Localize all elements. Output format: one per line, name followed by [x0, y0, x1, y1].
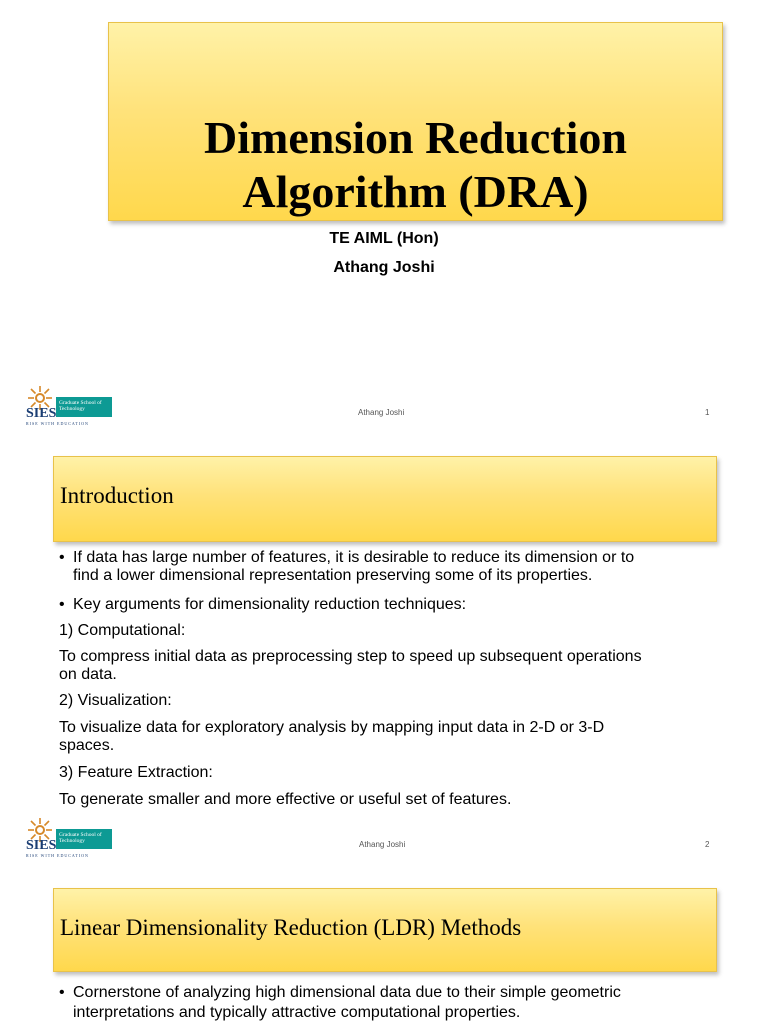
footer-author: Athang Joshi [358, 408, 405, 417]
item-1: 1) Computational: [59, 622, 186, 639]
item-3-desc: To generate smaller and more effective or useful set of features. [59, 791, 512, 808]
logo-school-line2: Technology [59, 838, 85, 844]
logo-tagline: RISE WITH EDUCATION [26, 853, 89, 858]
author: Athang Joshi [333, 259, 435, 276]
slide-3 [0, 860, 768, 1024]
logo-school-line2: Technology [59, 406, 85, 412]
heading-banner [53, 888, 717, 972]
footer-author: Athang Joshi [359, 840, 406, 849]
logo-school-line1: Graduate School of [59, 832, 102, 838]
logo-school-line1: Graduate School of [59, 400, 102, 406]
section-heading: Introduction [60, 483, 174, 508]
item-2-desc-line-2: spaces. [59, 737, 115, 754]
section-heading: Linear Dimensionality Reduction (LDR) Methods [60, 915, 522, 940]
heading-banner [53, 456, 717, 542]
subtitle: TE AIML (Hon) [329, 230, 439, 247]
logo-school-box [56, 397, 112, 417]
slide-title-line1: Dimension Reduction [204, 112, 627, 163]
logo-text: SIES [26, 838, 57, 853]
sies-logo [26, 816, 118, 864]
bullet-1-line-1: • If data has large number of features, it is desirable to reduce its dimension or to [73, 549, 634, 567]
item-2-desc-line-1: To visualize data for exploratory analysis by mapping input data in 2-D or 3-D [59, 719, 605, 736]
bullet-1-line-1: • Cornerstone of analyzing high dimensional data due to their simple geometric [73, 984, 621, 1002]
item-1-desc-line-1: To compress initial data as preprocessing step to speed up subsequent operations [59, 648, 642, 665]
title-banner [108, 22, 723, 221]
page-number: 2 [705, 840, 710, 849]
logo-text: SIES [26, 406, 57, 421]
item-2: 2) Visualization: [59, 692, 172, 709]
bullet-1-line-2: interpretations and typically attractive computational properties. [73, 1004, 521, 1021]
page-number: 1 [705, 408, 710, 417]
slide-1 [0, 0, 768, 430]
item-1-desc-line-2: on data. [59, 666, 117, 683]
slide-2 [0, 430, 768, 860]
logo-school-box [56, 829, 112, 849]
sies-logo [26, 384, 118, 432]
bullet-1-line-2: find a lower dimensional representation preserving some of its properties. [73, 567, 593, 584]
item-3: 3) Feature Extraction: [59, 764, 213, 781]
slide-title-line2: Algorithm (DRA) [242, 166, 589, 217]
bullet-2: • Key arguments for dimensionality reduction techniques: [73, 596, 466, 614]
logo-tagline: RISE WITH EDUCATION [26, 421, 89, 426]
